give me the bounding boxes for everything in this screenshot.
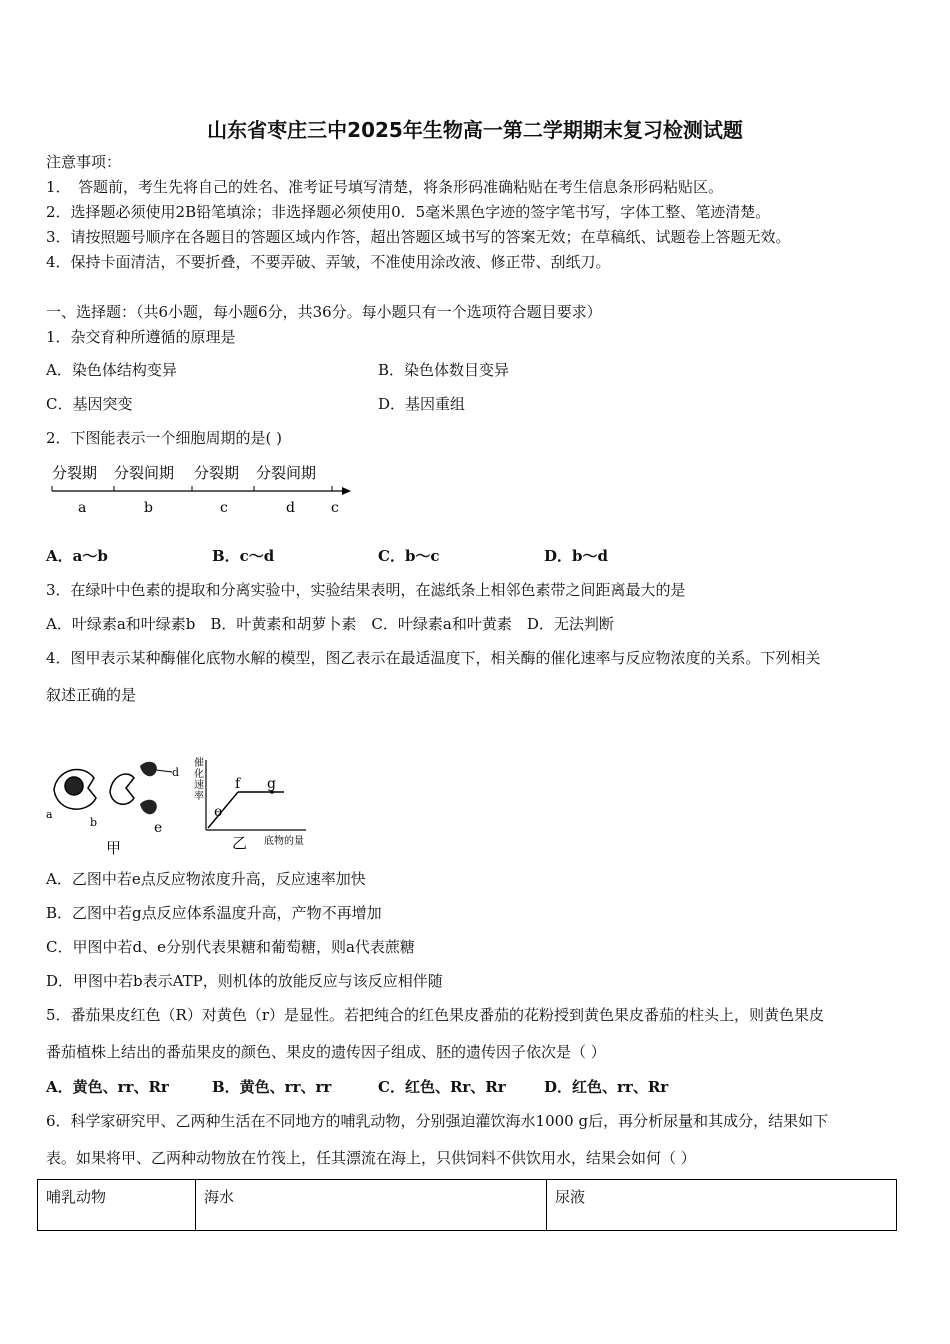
q2-option-b: B．c～d bbox=[212, 547, 275, 565]
phase-label: 分裂期 bbox=[194, 464, 240, 482]
x-axis-label: 底物的量 bbox=[264, 836, 304, 847]
section-heading: 一、选择题：（共6小题，每小题6分，共36分。每小题只有一个选项符合题目要求） bbox=[46, 303, 602, 321]
label-f: f bbox=[235, 776, 241, 792]
segment-label: c bbox=[220, 500, 228, 516]
q5-option-d: D．红色、rr、Rr bbox=[544, 1078, 669, 1096]
segment-label: b bbox=[144, 500, 153, 516]
notice-item-4: 4．保持卡面清洁，不要折叠，不要弄破、弄皱，不准使用涂改液、修正带、刮纸刀。 bbox=[46, 253, 611, 271]
product-e-shape bbox=[140, 800, 157, 815]
q4-stem-line2: 叙述正确的是 bbox=[46, 686, 137, 704]
q4-stem-line1: 4．图甲表示某种酶催化底物水解的模型，图乙表示在最适温度下，相关酶的催化速率与反应物浓度的关系。下列相关 bbox=[46, 649, 821, 667]
q5-option-b: B．黄色、rr、rr bbox=[212, 1078, 332, 1096]
q6-stem-line1: 6．科学家研究甲、乙两种生活在不同地方的哺乳动物，分别强迫灌饮海水1000 g后，再分析尿量和其成分，结果如下 bbox=[46, 1112, 829, 1130]
substrate-shape bbox=[65, 777, 83, 795]
fig-jia-label: 甲 bbox=[106, 839, 122, 857]
phase-label: 分裂间期 bbox=[114, 464, 175, 482]
table-header-cell: 哺乳动物 bbox=[38, 1180, 196, 1231]
q5-stem-line1: 5．番茄果皮红色（R）对黄色（r）是显性。若把纯合的红色果皮番茄的花粉授到黄色果皮番茄的柱头上，则黄色果皮 bbox=[46, 1006, 825, 1024]
fig-yi-label: 乙 bbox=[232, 834, 248, 852]
q2-option-a: A．a～b bbox=[46, 547, 108, 565]
q5-option-c: C．红色、Rr、Rr bbox=[378, 1078, 506, 1096]
label-a: a bbox=[46, 808, 53, 821]
enzyme-shape-2 bbox=[110, 774, 134, 804]
phase-label: 分裂期 bbox=[52, 464, 98, 482]
label-d: d bbox=[172, 766, 180, 779]
product-d-shape bbox=[140, 762, 157, 777]
q4-option-b: B．乙图中若g点反应体系温度升高，产物不再增加 bbox=[46, 904, 382, 922]
cell-cycle-diagram bbox=[48, 456, 358, 522]
y-axis-label-4: 率 bbox=[194, 791, 204, 802]
q5-option-a: A．黄色、rr、Rr bbox=[46, 1078, 169, 1096]
enzyme-figure bbox=[44, 752, 324, 860]
notice-item-2: 2．选择题必须使用2B铅笔填涂；非选择题必须使用0．5毫米黑色字迹的签字笔书写，字体工整、笔迹清楚。 bbox=[46, 203, 771, 221]
q1-option-c: C．基因突变 bbox=[46, 395, 133, 413]
rate-curve-rise bbox=[208, 792, 238, 828]
notice-item-1: 1． 答题前，考生先将自己的姓名、准考证号填写清楚，将条形码准确粘贴在考生信息条形码粘贴区。 bbox=[46, 178, 724, 196]
q4-option-a: A．乙图中若e点反应物浓度升高，反应速率加快 bbox=[46, 870, 366, 888]
table-header-cell: 海水 bbox=[196, 1180, 547, 1231]
q2-option-c: C．b～c bbox=[378, 547, 440, 565]
label-b: b bbox=[90, 816, 98, 829]
q3-options: A．叶绿素a和叶绿素b B．叶黄素和胡萝卜素 C．叶绿素a和叶黄素 D．无法判断 bbox=[46, 615, 614, 633]
y-axis-label-2: 化 bbox=[194, 769, 204, 780]
q1-stem: 1．杂交育种所遵循的原理是 bbox=[46, 328, 236, 346]
enzyme-model bbox=[54, 769, 134, 809]
segment-label: c bbox=[331, 500, 339, 516]
q2-option-d: D．b～d bbox=[544, 547, 608, 565]
q6-stem-line2: 表。如果将甲、乙两种动物放在竹筏上，任其漂流在海上，只供饲料不供饮用水，结果会如何（ ） bbox=[46, 1149, 696, 1167]
q2-stem: 2．下图能表示一个细胞周期的是( ) bbox=[46, 429, 283, 447]
y-axis-label-1: 催 bbox=[194, 758, 204, 769]
label-g: g bbox=[267, 776, 276, 792]
phase-label: 分裂间期 bbox=[256, 464, 317, 482]
table-row bbox=[38, 1180, 897, 1231]
q1-option-d: D．基因重组 bbox=[378, 395, 466, 413]
y-axis-label-3: 速 bbox=[194, 780, 204, 791]
q4-option-c: C．甲图中若d、e分别代表果糖和葡萄糖，则a代表蔗糖 bbox=[46, 938, 415, 956]
notice-heading: 注意事项： bbox=[46, 153, 122, 171]
page-title: 山东省枣庄三中2025年生物高一第二学期期末复习检测试题 bbox=[207, 118, 743, 142]
q4-option-d: D．甲图中若b表示ATP，则机体的放能反应与该反应相伴随 bbox=[46, 972, 443, 990]
q1-option-a: A．染色体结构变异 bbox=[46, 361, 177, 379]
notice-item-3: 3．请按照题号顺序在各题目的答题区域内作答，超出答题区域书写的答案无效；在草稿纸、试题卷上答题无效。 bbox=[46, 228, 791, 246]
q6-table bbox=[37, 1179, 897, 1231]
q5-stem-line2: 番茄植株上结出的番茄果皮的颜色、果皮的遗传因子组成、胚的遗传因子依次是（ ） bbox=[46, 1043, 606, 1061]
timeline-arrow-icon bbox=[342, 487, 351, 495]
table-header-cell: 尿液 bbox=[547, 1180, 897, 1231]
q3-stem: 3．在绿叶中色素的提取和分离实验中，实验结果表明，在滤纸条上相邻色素带之间距离最大的是 bbox=[46, 581, 686, 599]
label-e2: e bbox=[214, 804, 223, 820]
segment-label: a bbox=[78, 500, 87, 516]
q1-option-b: B．染色体数目变异 bbox=[378, 361, 510, 379]
segment-label: d bbox=[286, 500, 295, 516]
label-e: e bbox=[154, 820, 163, 836]
